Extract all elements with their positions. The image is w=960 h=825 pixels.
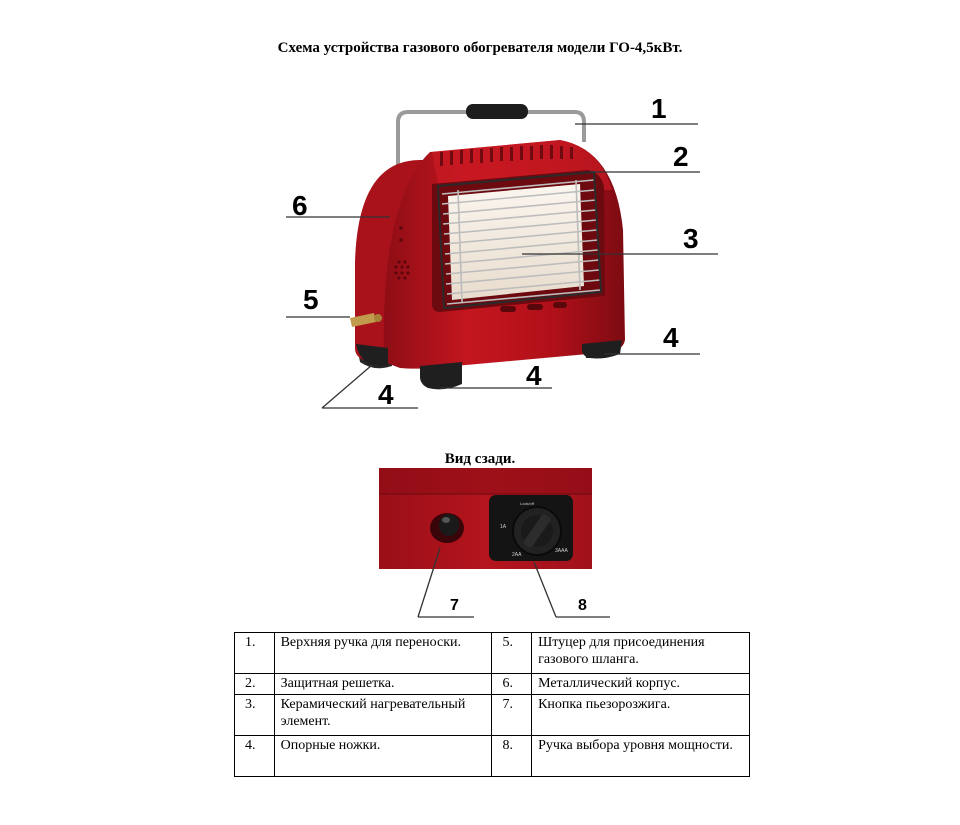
legend-num: 3. xyxy=(235,695,275,736)
lower-slot-right xyxy=(553,302,567,308)
legend-text: Кнопка пьезорозжига. xyxy=(532,695,750,736)
callout-2: 2 xyxy=(673,141,689,172)
legend-text: Защитная решетка. xyxy=(274,674,492,695)
legend-num: 6. xyxy=(492,674,532,695)
legend-num: 5. xyxy=(492,633,532,674)
legend-text: Металлический корпус. xyxy=(532,674,750,695)
knob-mark-left: 1A xyxy=(500,524,507,530)
callout-8: 8 xyxy=(578,597,587,614)
callout-1: 1 xyxy=(651,93,667,124)
legend-text: Опорные ножки. xyxy=(274,736,492,777)
callout-7: 7 xyxy=(450,597,459,614)
table-row xyxy=(235,674,750,695)
knob-mark-bottom-right: 3AAA xyxy=(555,548,568,554)
legend-num: 1. xyxy=(235,633,275,674)
carry-handle-grip xyxy=(466,104,528,119)
legend-text: Верхняя ручка для переноски. xyxy=(274,633,492,674)
diagram-title: Схема устройства газового обогревателя модели ГО-4,5кВт. xyxy=(277,40,683,56)
callout-5: 5 xyxy=(303,284,319,315)
legend-text: Штуцер для присоединения газового шланга. xyxy=(532,633,750,674)
knob-mark-bottom-left: 2AA xyxy=(512,552,522,558)
lower-slot-left xyxy=(500,306,516,312)
legend-num: 4. xyxy=(235,736,275,777)
legend-num: 2. xyxy=(235,674,275,695)
table-row xyxy=(235,633,750,674)
rear-view-title: Вид сзади. xyxy=(444,451,516,467)
piezo-button xyxy=(430,513,464,543)
parts-legend-table xyxy=(234,632,750,777)
heater-illustration xyxy=(350,104,625,389)
legend-num: 8. xyxy=(492,736,532,777)
power-knob-panel xyxy=(489,495,573,561)
callout-3: 3 xyxy=(683,223,699,254)
table-row xyxy=(235,736,750,777)
legend-text: Ручка выбора уровня мощности. xyxy=(532,736,750,777)
callout-4-center: 4 xyxy=(526,360,542,391)
legend-text: Керамический нагревательный элемент. xyxy=(274,695,492,736)
callout-4-right: 4 xyxy=(663,322,679,353)
rear-view-photo xyxy=(379,468,592,569)
lower-slot-mid xyxy=(527,304,543,310)
foot-front-left xyxy=(420,362,462,389)
callout-4-left: 4 xyxy=(378,379,394,410)
callout-6: 6 xyxy=(292,190,308,221)
knob-mark-top: Lock/off xyxy=(520,501,534,506)
table-row xyxy=(235,695,750,736)
legend-num: 7. xyxy=(492,695,532,736)
